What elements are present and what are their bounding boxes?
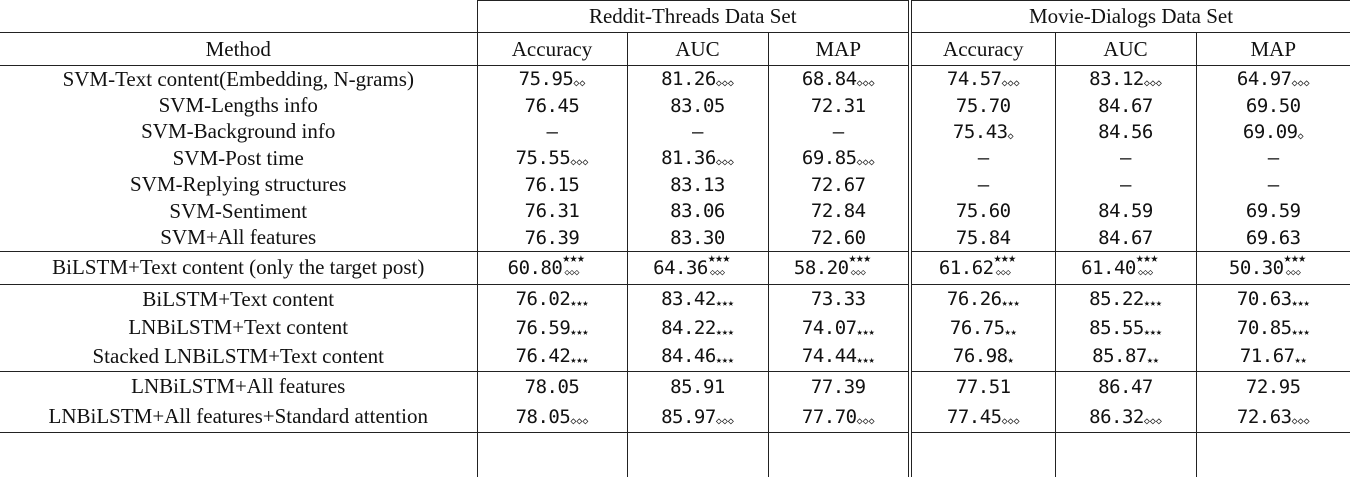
table-row	[0, 284, 1350, 313]
value-cell	[477, 172, 627, 198]
significance-marker: ◇◇◇	[715, 415, 734, 427]
value: 69.50	[1245, 94, 1301, 117]
value-cell	[477, 313, 627, 342]
significance-marker: ★★★	[570, 298, 589, 310]
value-cell	[477, 251, 627, 284]
value: 74.44	[801, 345, 857, 368]
value: 69.63	[1245, 226, 1301, 249]
value: –	[977, 173, 989, 196]
value-cell	[627, 198, 768, 224]
value-cell	[1055, 251, 1196, 284]
metric-header: MAP	[768, 33, 910, 66]
value-cell	[627, 371, 768, 402]
significance-marker: ◇◇◇	[715, 78, 734, 90]
diamond-markers: ◇◇◇	[1285, 267, 1301, 278]
value-cell	[1196, 92, 1350, 118]
value-cell	[1055, 313, 1196, 342]
value-cell	[627, 119, 768, 145]
value-cell	[627, 402, 768, 433]
significance-marker: ★★★	[715, 355, 734, 367]
significance-marker: ★★★	[1291, 326, 1310, 338]
metric-header: MAP	[1196, 33, 1350, 66]
value: 78.05	[524, 375, 580, 398]
value-cell	[1055, 224, 1196, 251]
value: 76.02	[515, 288, 571, 311]
value-cell	[768, 251, 910, 284]
value-cell	[1196, 66, 1350, 93]
value: 64.97	[1236, 68, 1292, 91]
value: 70.85	[1236, 316, 1292, 339]
value: 84.67	[1098, 94, 1153, 117]
significance-marker: ★★★	[1291, 298, 1310, 310]
value: 77.70	[801, 405, 857, 428]
method-cell: Stacked LNBiLSTM+Text content	[92, 343, 384, 368]
table-row	[0, 371, 1350, 402]
value: 83.42	[661, 288, 716, 311]
value: –	[1267, 173, 1279, 196]
value-cell	[1055, 198, 1196, 224]
star-markers: ★★★	[993, 250, 1016, 266]
value: 75.55	[515, 147, 571, 170]
value-cell	[1196, 251, 1350, 284]
value-cell	[910, 371, 1055, 402]
value-cell	[1055, 66, 1196, 93]
significance-marker-stack	[1283, 250, 1318, 278]
value-cell	[768, 145, 910, 171]
table-row	[0, 313, 1350, 342]
value: 85.55	[1089, 316, 1144, 339]
method-cell: SVM-Background info	[141, 119, 336, 144]
value-cell	[1196, 342, 1350, 371]
table-row	[0, 198, 1350, 224]
value-cell	[1196, 145, 1350, 171]
value: 69.09	[1242, 120, 1298, 143]
metric-header: Accuracy	[477, 33, 627, 66]
value-cell	[477, 342, 627, 371]
significance-marker: ◇◇◇	[570, 415, 589, 427]
significance-marker: ★★	[1146, 355, 1159, 367]
value: 74.07	[801, 316, 857, 339]
significance-marker-stack	[848, 250, 883, 278]
method-header: Method	[0, 33, 477, 66]
value-cell	[768, 342, 910, 371]
significance-marker: ★★★	[570, 326, 589, 338]
value-cell	[1055, 402, 1196, 433]
significance-marker: ★★★	[1001, 298, 1020, 310]
value-cell	[627, 284, 768, 313]
value-cell	[768, 172, 910, 198]
value: 50.30	[1228, 256, 1284, 279]
metric-header: Accuracy	[910, 33, 1055, 66]
value: –	[832, 120, 844, 143]
value: –	[692, 120, 703, 143]
value-cell	[910, 145, 1055, 171]
value: 77.45	[946, 405, 1002, 428]
value-cell	[477, 224, 627, 251]
value-cell	[910, 198, 1055, 224]
value-cell	[477, 66, 627, 93]
value-cell	[627, 224, 768, 251]
value-cell	[477, 198, 627, 224]
value-cell	[768, 284, 910, 313]
value: 86.47	[1098, 375, 1153, 398]
value: 75.95	[518, 68, 574, 91]
method-cell: LNBiLSTM+All features	[0, 371, 477, 402]
value-cell	[477, 145, 627, 171]
reddit-group-header: Reddit-Threads Data Set	[477, 1, 910, 33]
value: 77.39	[810, 375, 866, 398]
diamond-markers: ◇◇◇	[564, 267, 580, 278]
value-cell	[910, 251, 1055, 284]
value-cell	[1196, 224, 1350, 251]
value: 86.32	[1089, 405, 1144, 428]
significance-marker: ★★★	[856, 326, 875, 338]
value-cell	[627, 172, 768, 198]
value-cell	[768, 198, 910, 224]
value: 83.30	[670, 226, 725, 249]
value-cell	[910, 92, 1055, 118]
table-row	[0, 66, 1350, 93]
method-cell: LNBiLSTM+Text content	[128, 315, 349, 340]
significance-marker: ◇◇◇	[856, 78, 875, 90]
significance-marker: ◇◇◇	[856, 157, 875, 169]
value: 73.33	[810, 288, 866, 311]
value: 70.63	[1236, 288, 1292, 311]
value: 81.26	[661, 68, 716, 91]
value-cell	[768, 402, 910, 433]
significance-marker: ◇◇◇	[570, 157, 589, 169]
diamond-markers: ◇◇◇	[709, 267, 725, 278]
value: 78.05	[515, 405, 571, 428]
method-cell: SVM-Replying structures	[130, 172, 347, 197]
value-cell	[910, 284, 1055, 313]
value: 76.45	[524, 94, 580, 117]
value: 58.20	[793, 256, 849, 279]
value-cell	[1196, 402, 1350, 433]
value: 83.13	[670, 173, 725, 196]
movie-group-header: Movie-Dialogs Data Set	[910, 1, 1350, 33]
value: 76.31	[524, 200, 580, 223]
value-cell	[477, 119, 627, 145]
table-row	[0, 172, 1350, 198]
value: 85.22	[1089, 288, 1144, 311]
value: 72.60	[810, 226, 866, 249]
value: 74.57	[946, 68, 1002, 91]
significance-marker: ◇◇◇	[1001, 78, 1020, 90]
value-cell	[1055, 172, 1196, 198]
value-cell	[1196, 371, 1350, 402]
significance-marker: ◇◇◇	[715, 157, 734, 169]
empty-cell	[0, 432, 477, 477]
value: 81.36	[661, 147, 716, 170]
value: 83.05	[670, 94, 725, 117]
value-cell	[477, 284, 627, 313]
significance-marker: ◇	[1297, 130, 1304, 142]
star-markers: ★★★	[848, 250, 871, 266]
value-cell	[1196, 198, 1350, 224]
value: 85.87	[1092, 345, 1147, 368]
method-cell: LNBiLSTM+All features+Standard attention	[48, 404, 428, 429]
significance-marker: ◇◇	[573, 78, 586, 90]
value: –	[1120, 147, 1131, 170]
value-cell	[910, 224, 1055, 251]
value-cell	[910, 172, 1055, 198]
value-cell	[627, 313, 768, 342]
table-row	[0, 119, 1350, 145]
table-row	[0, 402, 1350, 433]
value-cell	[627, 66, 768, 93]
header-metric-row	[0, 33, 1350, 66]
table-row-cut-off	[0, 432, 1350, 477]
value: 72.95	[1245, 375, 1301, 398]
significance-marker: ★★★	[570, 355, 589, 367]
value: 84.67	[1098, 226, 1153, 249]
value: 76.98	[952, 345, 1008, 368]
significance-marker: ◇	[1007, 130, 1014, 142]
value-cell	[910, 402, 1055, 433]
value: 76.26	[946, 288, 1002, 311]
value: 64.36	[653, 256, 708, 279]
value-cell	[1196, 119, 1350, 145]
value-cell	[1055, 119, 1196, 145]
significance-marker: ★★★	[715, 326, 734, 338]
value-cell	[1196, 172, 1350, 198]
value-cell	[1055, 92, 1196, 118]
star-markers: ★★★	[1135, 250, 1158, 266]
diamond-markers: ◇◇◇	[1137, 267, 1153, 278]
empty-cell	[477, 432, 627, 477]
value-cell	[477, 402, 627, 433]
metric-header: AUC	[627, 33, 768, 66]
method-cell: BiLSTM+Text content	[0, 284, 477, 313]
method-cell: SVM-Sentiment	[169, 198, 308, 223]
value-cell	[768, 92, 910, 118]
value-cell	[477, 371, 627, 402]
star-markers: ★★★	[1283, 250, 1306, 266]
value: 72.63	[1236, 405, 1292, 428]
value-cell	[768, 371, 910, 402]
value: 76.42	[515, 345, 571, 368]
value: 76.15	[524, 173, 580, 196]
value-cell	[768, 119, 910, 145]
value-cell	[1055, 284, 1196, 313]
empty-cell	[910, 432, 1055, 477]
significance-marker: ◇◇◇	[1001, 415, 1020, 427]
value: –	[546, 120, 558, 143]
diamond-markers: ◇◇◇	[850, 267, 866, 278]
value: –	[977, 147, 989, 170]
method-cell: SVM-Text content(Embedding, N-grams)	[62, 66, 414, 91]
value: 84.22	[661, 316, 716, 339]
value-cell	[910, 66, 1055, 93]
value-cell	[627, 342, 768, 371]
significance-marker: ★★★	[1143, 298, 1162, 310]
empty-cell	[768, 432, 910, 477]
value: 85.91	[670, 375, 725, 398]
significance-marker-stack	[993, 250, 1028, 278]
significance-marker: ◇◇◇	[1291, 415, 1310, 427]
value-cell	[910, 313, 1055, 342]
table-row	[0, 92, 1350, 118]
table-row	[0, 342, 1350, 371]
value: 72.84	[810, 200, 866, 223]
significance-marker: ◇◇◇	[1143, 415, 1162, 427]
star-markers: ★★★	[562, 250, 585, 266]
significance-marker: ★★	[1004, 326, 1017, 338]
significance-marker: ◇◇◇	[856, 415, 875, 427]
method-cell: SVM-Lengths info	[158, 93, 318, 118]
significance-marker: ★	[1007, 355, 1014, 367]
value: 61.62	[938, 256, 994, 279]
table-row	[0, 224, 1350, 251]
significance-marker: ★★	[1294, 355, 1307, 367]
value: 69.85	[801, 147, 857, 170]
header-empty-cell	[0, 1, 477, 33]
value: 76.59	[515, 316, 571, 339]
metric-header: AUC	[1055, 33, 1196, 66]
value: 77.51	[955, 375, 1011, 398]
significance-marker: ★★★	[1143, 326, 1162, 338]
value-cell	[1196, 313, 1350, 342]
value: 71.67	[1239, 345, 1295, 368]
header-group-row	[0, 1, 1350, 33]
significance-marker-stack	[1135, 250, 1170, 278]
value: 76.75	[949, 316, 1005, 339]
value-cell	[1055, 145, 1196, 171]
empty-cell	[627, 432, 768, 477]
value-cell	[768, 313, 910, 342]
value-cell	[1055, 371, 1196, 402]
significance-marker: ◇◇◇	[1143, 78, 1162, 90]
empty-cell	[1196, 432, 1350, 477]
method-cell: SVM+All features	[160, 225, 317, 250]
value-cell	[768, 224, 910, 251]
significance-marker: ★★★	[856, 355, 875, 367]
value: 84.59	[1098, 200, 1153, 223]
table-row	[0, 251, 1350, 284]
value-cell	[627, 251, 768, 284]
value: 83.12	[1089, 68, 1144, 91]
value: 75.84	[955, 226, 1011, 249]
value: 68.84	[801, 68, 857, 91]
significance-marker-stack	[562, 250, 596, 278]
table-row	[0, 145, 1350, 171]
value: 84.46	[661, 345, 716, 368]
method-cell: SVM-Post time	[172, 145, 304, 170]
diamond-markers: ◇◇◇	[995, 267, 1011, 278]
value: 85.97	[661, 405, 716, 428]
value-cell	[627, 92, 768, 118]
value: 75.60	[955, 200, 1011, 223]
value: –	[1120, 173, 1131, 196]
value: 69.59	[1245, 200, 1301, 223]
value: 72.31	[810, 94, 866, 117]
value: –	[1267, 147, 1279, 170]
value-cell	[1055, 342, 1196, 371]
value-cell	[910, 342, 1055, 371]
empty-cell	[1055, 432, 1196, 477]
method-cell: BiLSTM+Text content (only the target post)	[0, 251, 477, 284]
value-cell	[477, 92, 627, 118]
value: 83.06	[670, 200, 725, 223]
value-cell	[1196, 284, 1350, 313]
value-cell	[768, 66, 910, 93]
value: 75.70	[955, 94, 1011, 117]
value: 72.67	[810, 173, 866, 196]
significance-marker: ★★★	[715, 298, 734, 310]
value: 76.39	[524, 226, 580, 249]
significance-marker-stack	[707, 250, 742, 278]
value: 61.40	[1081, 256, 1136, 279]
value-cell	[910, 119, 1055, 145]
value-cell	[627, 145, 768, 171]
value: 60.80	[507, 256, 563, 279]
significance-marker: ◇◇◇	[1291, 78, 1310, 90]
value: 84.56	[1098, 120, 1153, 143]
value: 75.43	[952, 120, 1008, 143]
star-markers: ★★★	[707, 250, 730, 266]
